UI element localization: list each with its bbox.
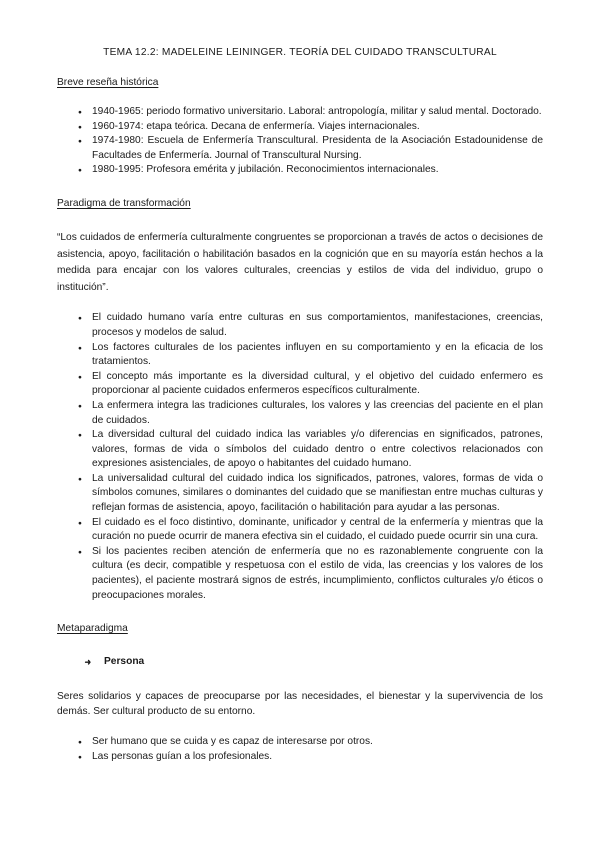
list-item: ● El cuidado humano varía entre culturas en sus comportamientos, manifestaciones, creencias, procesos y modelos de salud. — [57, 311, 543, 340]
section-heading-historia — [57, 76, 543, 90]
list-item: ● La enfermera integra las tradiciones culturales, los valores y las creencias del paciente en el plan de cuidados. — [57, 399, 543, 428]
subheading-persona: ➜ Persona — [57, 655, 543, 670]
list-item: ● Los factores culturales de los pacientes influyen en su comportamiento y en la eficacia de los tratamientos. — [57, 341, 543, 370]
section-heading-paradigma — [57, 197, 543, 211]
spacer — [57, 296, 543, 311]
list-item: ● 1960-1974: etapa teórica. Decana de enfermería. Viajes internacionales. — [57, 120, 543, 135]
list-item: ● 1974-1980: Escuela de Enfermería Transcultural. Presidenta de la Asociación Estadounidense de Facultades de Enfermería. Journal of Transcultural Nursing. — [57, 134, 543, 163]
paradigma-quote: “Los cuidados de enfermería culturalmente congruentes se proporcionan a través de actos o decisiones de asistencia, apoyo, facilitación o habilitación basados en la cognición que en su mayoría están hechos a la medida para encajar con los valores culturales, creencias y estilos de vida del individuo, grupo o institución”. — [57, 231, 543, 293]
persona-list — [57, 735, 543, 764]
spacer — [57, 178, 543, 197]
list-item: ● Si los pacientes reciben atención de enfermería que no es razonablemente congruente con la cultura (es decir, compatible y respetuosa con el estilo de vida, las creencias y los valores de los pacientes), el paciente mostrará signos de estrés, incumplimiento, conflictos culturales y/o éticos o preocupaciones morales. — [57, 545, 543, 603]
spacer — [57, 670, 543, 689]
paradigma-list — [57, 311, 543, 603]
spacer — [57, 720, 543, 735]
list-item: ● La universalidad cultural del cuidado indica los significados, patrones, valores, formas de vida o símbolos comunes, similares o dominantes del cuidado que se manifiestan entre muchas culturas y reflejan formas de asistencia, apoyo, facilitación o habilitación para ayudar a las personas. — [57, 472, 543, 516]
spacer — [57, 636, 543, 655]
historia-list — [57, 105, 543, 178]
spacer — [57, 211, 543, 230]
section-heading-historia-text: Breve reseña histórica — [57, 77, 159, 88]
list-item: ● El concepto más importante es la diversidad cultural, y el objetivo del cuidado enfermero es proporcionar al paciente cuidados enfermeros específicos culturalmente. — [57, 370, 543, 399]
metaparadigma-subheading-list — [57, 655, 543, 670]
list-item: ● Las personas guían a los profesionales. — [57, 750, 543, 765]
section-heading-metaparadigma — [57, 622, 543, 636]
section-heading-paradigma-text: Paradigma de transformación — [57, 197, 191, 209]
spacer — [57, 603, 543, 622]
list-item: ● 1940-1965: periodo formativo universitario. Laboral: antropología, militar y salud mental. Doctorado. — [57, 105, 543, 120]
list-item: ● 1980-1995: Profesora emérita y jubilación. Reconocimientos internacionales. — [57, 163, 543, 178]
section-heading-metaparadigma-text: Metaparadigma — [57, 623, 128, 635]
list-item: ● La diversidad cultural del cuidado indica las variables y/o diferencias en significados, patrones, valores, formas de vida o símbolos del cuidado dentro o entre colectivos relacionados con expresiones asistenciales, de apoyo o habitantes del cuidado humano. — [57, 428, 543, 472]
page-title: TEMA 12.2: MADELEINE LEININGER. TEORÍA DEL CUIDADO TRANSCULTURAL — [103, 47, 497, 58]
list-item: ● El cuidado es el foco distintivo, dominante, unificador y central de la enfermería y mientras que la curación no puede ocurrir de manera efectiva sin el cuidado, el cuidado puede ocurrir sin una cura. — [57, 516, 543, 545]
spacer — [57, 90, 543, 105]
persona-paragraph: Seres solidarios y capaces de preocuparse por las necesidades, el bienestar y la supervivencia de los demás. Ser cultural producto de su entorno. — [57, 690, 543, 718]
list-item: ● Ser humano que se cuida y es capaz de interesarse por otros. — [57, 735, 543, 750]
